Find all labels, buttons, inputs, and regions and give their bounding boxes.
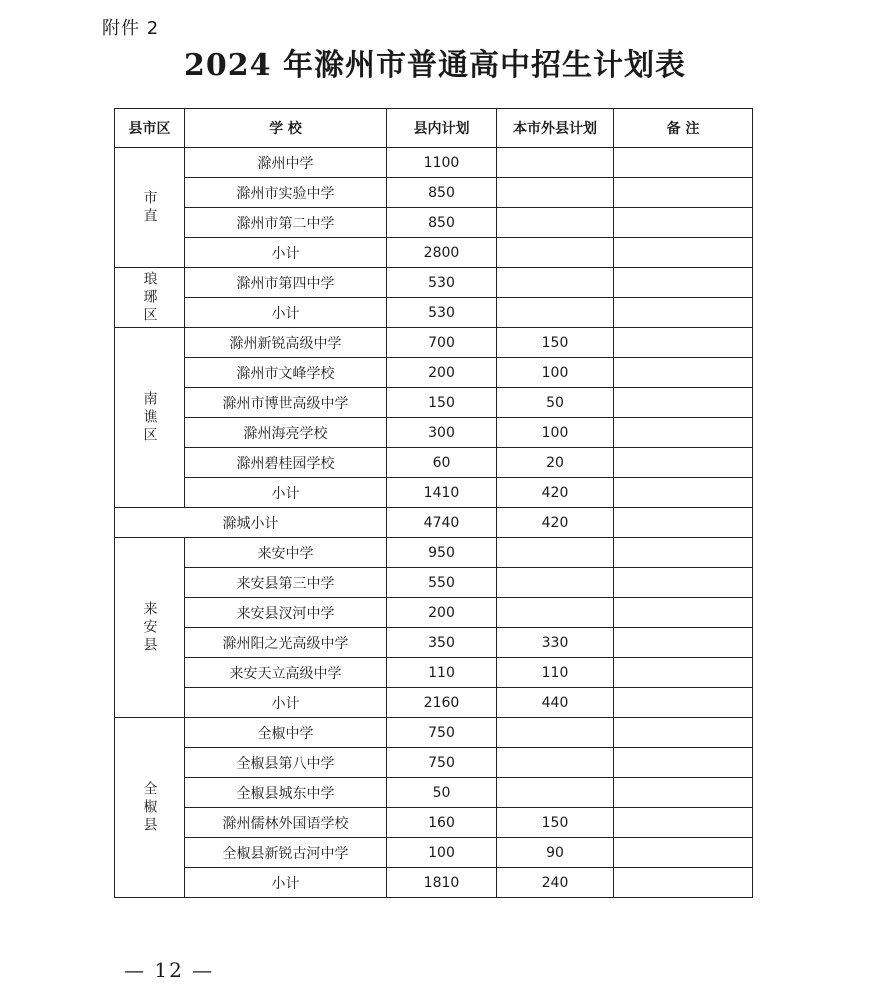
document-title: 2024 年滁州市普通高中招生计划表: [184, 48, 686, 83]
in-county-cell: 700: [387, 328, 497, 358]
out-county-cell: [497, 178, 614, 208]
out-county-cell: [497, 298, 614, 328]
school-cell: 全椒县城东中学: [185, 778, 387, 808]
in-county-cell: 850: [387, 208, 497, 238]
table-row: [115, 808, 753, 838]
in-county-cell: 750: [387, 718, 497, 748]
school-cell: 来安县第三中学: [185, 568, 387, 598]
in-county-cell: 950: [387, 538, 497, 568]
remark-cell: [614, 568, 753, 598]
in-county-cell: 100: [387, 838, 497, 868]
district-cell: 琅琊区: [115, 268, 185, 328]
table-row: [115, 148, 753, 178]
out-county-cell: [497, 268, 614, 298]
in-county-cell: 110: [387, 658, 497, 688]
district-cell: 南谯区: [115, 328, 185, 508]
school-cell: 来安县汊河中学: [185, 598, 387, 628]
table-row: [115, 358, 753, 388]
remark-cell: [614, 358, 753, 388]
out-county-cell: 420: [497, 478, 614, 508]
table-row: [115, 748, 753, 778]
out-county-cell: 110: [497, 658, 614, 688]
in-county-cell: 160: [387, 808, 497, 838]
remark-cell: [614, 148, 753, 178]
header-remark: 备 注: [614, 109, 753, 148]
attachment-label: 附件 2: [102, 18, 160, 39]
school-cell: 来安中学: [185, 538, 387, 568]
remark-cell: [614, 598, 753, 628]
school-cell: 小计: [185, 868, 387, 898]
out-county-cell: [497, 778, 614, 808]
remark-cell: [614, 658, 753, 688]
header-out-county: 本市外县计划: [497, 109, 614, 148]
out-county-cell: [497, 718, 614, 748]
out-county-cell: [497, 238, 614, 268]
out-county-cell: 150: [497, 328, 614, 358]
school-cell: 滁州中学: [185, 148, 387, 178]
header-school: 学 校: [185, 109, 387, 148]
table-row: [115, 598, 753, 628]
district-cell: 来安县: [115, 538, 185, 718]
school-cell: 小计: [185, 688, 387, 718]
school-cell: 来安天立高级中学: [185, 658, 387, 688]
subtotal-row: [115, 238, 753, 268]
city-subtotal-row: [115, 508, 753, 538]
out-county-cell: 100: [497, 418, 614, 448]
out-county-cell: 440: [497, 688, 614, 718]
out-county-cell: [497, 208, 614, 238]
remark-cell: [614, 418, 753, 448]
remark-cell: [614, 628, 753, 658]
remark-cell: [614, 808, 753, 838]
enrollment-plan-table: [114, 108, 753, 898]
remark-cell: [614, 778, 753, 808]
table-row: [115, 718, 753, 748]
city-subtotal-label: 滁城小计: [115, 508, 387, 538]
in-county-cell: 150: [387, 388, 497, 418]
in-county-cell: 530: [387, 268, 497, 298]
remark-cell: [614, 838, 753, 868]
in-county-cell: 550: [387, 568, 497, 598]
school-cell: 全椒县第八中学: [185, 748, 387, 778]
table-row: [115, 448, 753, 478]
subtotal-row: [115, 298, 753, 328]
in-county-cell: 1100: [387, 148, 497, 178]
out-county-cell: [497, 538, 614, 568]
out-county-cell: 50: [497, 388, 614, 418]
subtotal-row: [115, 868, 753, 898]
school-cell: 全椒中学: [185, 718, 387, 748]
school-cell: 滁州市博世高级中学: [185, 388, 387, 418]
table-row: [115, 628, 753, 658]
in-county-cell: 4740: [387, 508, 497, 538]
table-header-row: [115, 109, 753, 148]
in-county-cell: 50: [387, 778, 497, 808]
remark-cell: [614, 208, 753, 238]
subtotal-row: [115, 478, 753, 508]
school-cell: 小计: [185, 238, 387, 268]
in-county-cell: 60: [387, 448, 497, 478]
school-cell: 滁州市第二中学: [185, 208, 387, 238]
remark-cell: [614, 298, 753, 328]
out-county-cell: 150: [497, 808, 614, 838]
remark-cell: [614, 478, 753, 508]
table-row: [115, 388, 753, 418]
table-row: [115, 328, 753, 358]
school-cell: 滁州碧桂园学校: [185, 448, 387, 478]
remark-cell: [614, 448, 753, 478]
school-cell: 滁州阳之光高级中学: [185, 628, 387, 658]
remark-cell: [614, 688, 753, 718]
school-cell: 滁州市文峰学校: [185, 358, 387, 388]
in-county-cell: 1810: [387, 868, 497, 898]
table-row: [115, 178, 753, 208]
in-county-cell: 200: [387, 358, 497, 388]
school-cell: 滁州市实验中学: [185, 178, 387, 208]
out-county-cell: [497, 568, 614, 598]
remark-cell: [614, 508, 753, 538]
out-county-cell: 90: [497, 838, 614, 868]
remark-cell: [614, 178, 753, 208]
table-row: [115, 208, 753, 238]
school-cell: 滁州海亮学校: [185, 418, 387, 448]
district-cell: 全椒县: [115, 718, 185, 898]
out-county-cell: [497, 148, 614, 178]
remark-cell: [614, 718, 753, 748]
remark-cell: [614, 388, 753, 418]
table-row: [115, 418, 753, 448]
out-county-cell: [497, 748, 614, 778]
page-number: — 12 —: [124, 958, 215, 982]
remark-cell: [614, 748, 753, 778]
out-county-cell: 100: [497, 358, 614, 388]
remark-cell: [614, 868, 753, 898]
remark-cell: [614, 538, 753, 568]
out-county-cell: [497, 598, 614, 628]
school-cell: 全椒县新锐古河中学: [185, 838, 387, 868]
in-county-cell: 2160: [387, 688, 497, 718]
in-county-cell: 300: [387, 418, 497, 448]
remark-cell: [614, 238, 753, 268]
out-county-cell: 330: [497, 628, 614, 658]
table-row: [115, 658, 753, 688]
in-county-cell: 350: [387, 628, 497, 658]
in-county-cell: 2800: [387, 238, 497, 268]
table-row: [115, 268, 753, 298]
remark-cell: [614, 268, 753, 298]
in-county-cell: 1410: [387, 478, 497, 508]
table-row: [115, 838, 753, 868]
subtotal-row: [115, 688, 753, 718]
table-row: [115, 538, 753, 568]
school-cell: 滁州新锐高级中学: [185, 328, 387, 358]
out-county-cell: 240: [497, 868, 614, 898]
table-row: [115, 778, 753, 808]
school-cell: 滁州儒林外国语学校: [185, 808, 387, 838]
out-county-cell: 20: [497, 448, 614, 478]
school-cell: 滁州市第四中学: [185, 268, 387, 298]
out-county-cell: 420: [497, 508, 614, 538]
in-county-cell: 530: [387, 298, 497, 328]
in-county-cell: 850: [387, 178, 497, 208]
school-cell: 小计: [185, 478, 387, 508]
district-cell: 市直: [115, 148, 185, 268]
table-row: [115, 568, 753, 598]
in-county-cell: 200: [387, 598, 497, 628]
school-cell: 小计: [185, 298, 387, 328]
remark-cell: [614, 328, 753, 358]
header-district: 县市区: [115, 109, 185, 148]
header-in-county: 县内计划: [387, 109, 497, 148]
in-county-cell: 750: [387, 748, 497, 778]
